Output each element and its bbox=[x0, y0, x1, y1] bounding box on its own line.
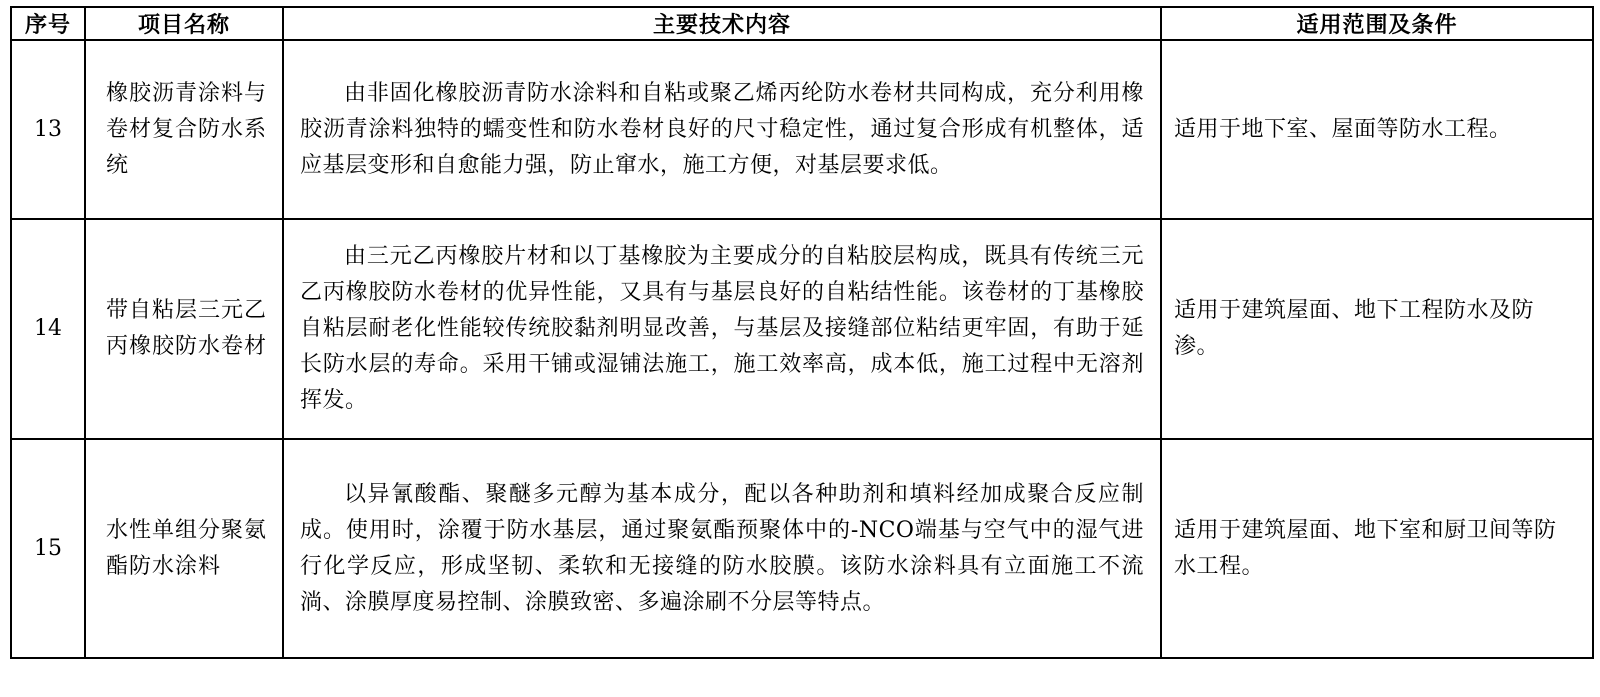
header-content: 主要技术内容 bbox=[283, 7, 1161, 40]
technical-content: 由三元乙丙橡胶片材和以丁基橡胶为主要成分的自粘胶层构成，既具有传统三元乙丙橡胶防水卷材的优异性能，又具有与基层良好的自粘结性能。该卷材的丁基橡胶自粘层耐老化性能较传统胶黏剂明显改善，与基层及接缝部位粘结更牢固，有助于延长防水层的寿命。采用干铺或湿铺法施工，施工效率高，成本低，施工过程中无溶剂挥发。 bbox=[283, 219, 1161, 439]
table-row bbox=[11, 439, 1593, 658]
table-header-row bbox=[11, 7, 1593, 40]
row-number: 13 bbox=[11, 40, 85, 219]
header-no: 序号 bbox=[11, 7, 85, 40]
row-number: 14 bbox=[11, 219, 85, 439]
project-name: 水性单组分聚氨酯防水涂料 bbox=[85, 439, 283, 658]
header-scope: 适用范围及条件 bbox=[1161, 7, 1593, 40]
project-name: 橡胶沥青涂料与卷材复合防水系统 bbox=[85, 40, 283, 219]
technical-content: 由非固化橡胶沥青防水涂料和自粘或聚乙烯丙纶防水卷材共同构成，充分利用橡胶沥青涂料独特的蠕变性和防水卷材良好的尺寸稳定性，通过复合形成有机整体，适应基层变形和自愈能力强，防止窜水，施工方便，对基层要求低。 bbox=[283, 40, 1161, 219]
technical-content: 以异氰酸酯、聚醚多元醇为基本成分，配以各种助剂和填料经加成聚合反应制成。使用时，涂覆于防水基层，通过聚氨酯预聚体中的-NCO端基与空气中的湿气进行化学反应，形成坚韧、柔软和无接缝的防水胶膜。该防水涂料具有立面施工不流淌、涂膜厚度易控制、涂膜致密、多遍涂刷不分层等特点。 bbox=[283, 439, 1161, 658]
table-row bbox=[11, 219, 1593, 439]
application-scope: 适用于建筑屋面、地下工程防水及防渗。 bbox=[1161, 219, 1593, 439]
application-scope: 适用于地下室、屋面等防水工程。 bbox=[1161, 40, 1593, 219]
table-row bbox=[11, 40, 1593, 219]
project-name: 带自粘层三元乙丙橡胶防水卷材 bbox=[85, 219, 283, 439]
header-name: 项目名称 bbox=[85, 7, 283, 40]
application-scope: 适用于建筑屋面、地下室和厨卫间等防水工程。 bbox=[1161, 439, 1593, 658]
technology-table bbox=[10, 6, 1594, 659]
row-number: 15 bbox=[11, 439, 85, 658]
